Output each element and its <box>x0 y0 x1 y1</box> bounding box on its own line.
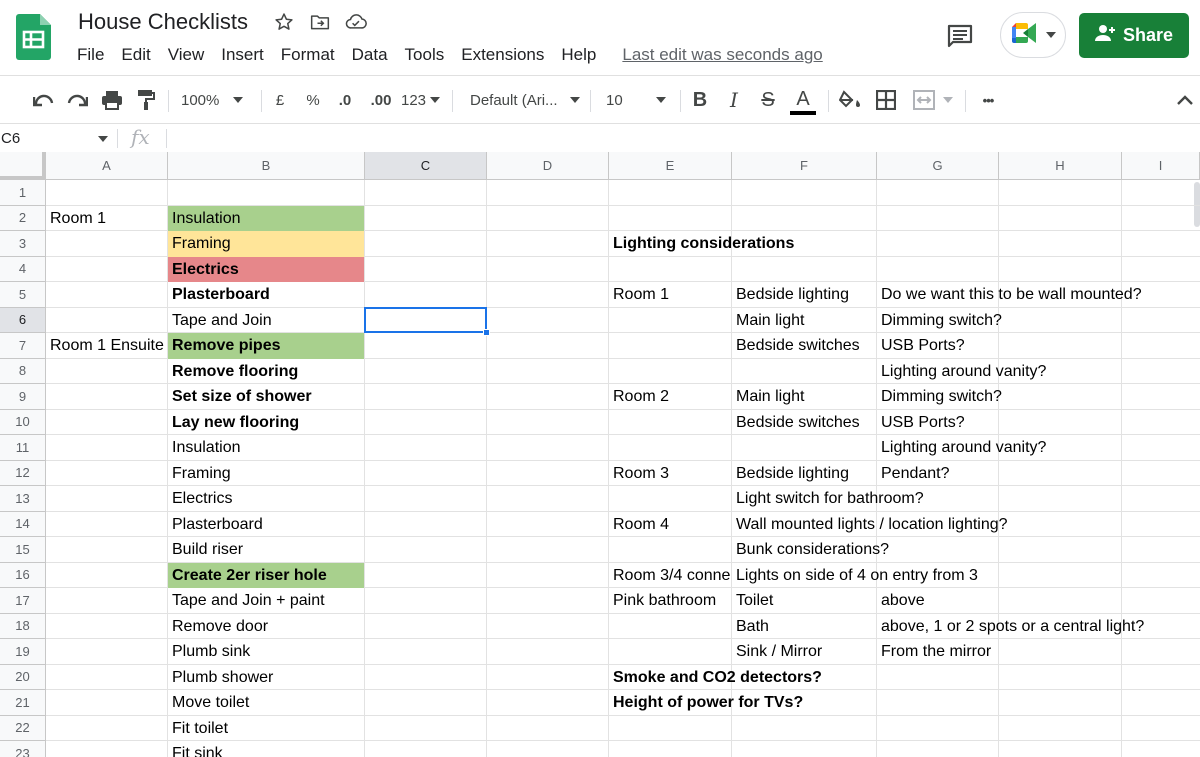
row-header-16[interactable]: 16 <box>0 563 46 589</box>
cell-g17[interactable]: above <box>881 592 925 609</box>
last-edit-link[interactable]: Last edit was seconds ago <box>622 45 823 64</box>
cell-g5[interactable]: Do we want this to be wall mounted? <box>881 286 1142 303</box>
cell-e5[interactable]: Room 1 <box>613 286 670 303</box>
format-currency-button[interactable]: £ <box>275 91 285 109</box>
cell-g19[interactable]: From the mirror <box>881 643 992 660</box>
menu-insert[interactable]: Insert <box>221 45 264 64</box>
name-box-dropdown-icon <box>98 136 108 142</box>
more-options-button[interactable]: ••• <box>982 92 994 108</box>
person-add-icon <box>1095 24 1115 47</box>
cell-f14[interactable]: Wall mounted lights / location lighting? <box>736 515 1008 533</box>
cell-f19[interactable]: Sink / Mirror <box>736 643 823 660</box>
row-header-9[interactable]: 9 <box>0 384 46 410</box>
cell-a2[interactable]: Room 1 <box>50 209 107 227</box>
meet-dropdown-icon <box>1046 32 1056 38</box>
zoom-select[interactable] <box>181 76 251 124</box>
collapse-toolbar-icon[interactable] <box>1172 76 1198 124</box>
cell-g11[interactable]: Lighting around vanity? <box>881 439 1047 456</box>
row-header-8[interactable]: 8 <box>0 359 46 385</box>
menu-bar <box>77 45 823 65</box>
app-header <box>0 0 1200 74</box>
zoom-value: 100% <box>181 91 220 109</box>
row-header-18[interactable]: 18 <box>0 614 46 640</box>
text-color-label: A <box>796 88 810 110</box>
cell-e3[interactable]: Lighting considerations <box>613 235 795 252</box>
column-header-f[interactable]: F <box>732 152 877 180</box>
strikethrough-button[interactable]: S <box>761 88 775 111</box>
cell-b20[interactable]: Plumb shower <box>172 668 274 686</box>
share-label: Share <box>1122 25 1174 45</box>
column-header-c[interactable]: C <box>365 152 487 180</box>
row-header-14[interactable]: 14 <box>0 512 46 538</box>
cell-g12[interactable]: Pendant? <box>881 464 950 482</box>
row-header-7[interactable]: 7 <box>0 333 46 359</box>
cell-b18[interactable]: Remove door <box>172 617 269 635</box>
cell-b5[interactable]: Plasterboard <box>172 286 270 303</box>
row-header-10[interactable]: 10 <box>0 410 46 436</box>
undo-icon[interactable] <box>30 76 58 124</box>
row-header-22[interactable]: 22 <box>0 716 46 742</box>
print-icon[interactable] <box>98 76 126 124</box>
cell-g9[interactable]: Dimming switch? <box>881 388 1002 405</box>
cell-b23[interactable]: Fit sink <box>172 745 223 757</box>
column-header-g[interactable]: G <box>877 152 999 180</box>
share-button[interactable] <box>1079 13 1189 58</box>
column-header-a[interactable]: A <box>46 152 168 180</box>
cell-e16[interactable]: Room 3/4 conne <box>613 566 731 584</box>
cell-b14[interactable]: Plasterboard <box>172 515 263 533</box>
cell-b15[interactable]: Build riser <box>172 541 244 558</box>
cell-f7[interactable]: Bedside switches <box>736 337 860 354</box>
cell-e12[interactable]: Room 3 <box>613 464 670 482</box>
menu-help[interactable]: Help <box>561 45 597 64</box>
cell-e9[interactable]: Room 2 <box>613 388 670 405</box>
number-format-label: 123 <box>401 91 427 109</box>
column-header-b[interactable]: B <box>168 152 365 180</box>
document-title[interactable]: House Checklists <box>78 9 248 34</box>
sheets-logo-icon[interactable] <box>16 14 51 60</box>
column-header-h[interactable]: H <box>999 152 1122 180</box>
font-size-value: 10 <box>606 91 623 109</box>
cell-f10[interactable]: Bedside switches <box>736 413 860 431</box>
font-family-value: Default (Ari... <box>470 91 558 109</box>
select-all-corner[interactable] <box>0 152 46 180</box>
cell-reference: C6 <box>1 129 21 147</box>
row-header-3[interactable]: 3 <box>0 231 46 257</box>
redo-icon[interactable] <box>63 76 91 124</box>
cell-f18[interactable]: Bath <box>736 617 769 635</box>
cell-g10[interactable]: USB Ports? <box>881 413 965 431</box>
column-header-i[interactable]: I <box>1122 152 1200 180</box>
cell-f17[interactable]: Toilet <box>736 592 774 609</box>
row-header-17[interactable]: 17 <box>0 588 46 614</box>
spreadsheet-grid[interactable] <box>0 152 1200 757</box>
row-header-15[interactable]: 15 <box>0 537 46 563</box>
paint-format-icon[interactable] <box>133 76 159 124</box>
cell-b13[interactable]: Electrics <box>172 490 233 507</box>
fx-icon: fx <box>131 125 150 149</box>
fill-color-icon[interactable] <box>837 76 863 124</box>
row-header-20[interactable]: 20 <box>0 665 46 691</box>
row-header-13[interactable]: 13 <box>0 486 46 512</box>
font-family-select[interactable] <box>470 76 580 124</box>
cell-e14[interactable]: Room 4 <box>613 515 670 533</box>
text-color-button[interactable] <box>788 76 818 124</box>
number-format-select[interactable] <box>401 76 441 124</box>
cell-b6[interactable]: Tape and Join <box>172 311 272 329</box>
toolbar <box>0 75 1200 123</box>
fill-handle[interactable] <box>483 329 490 336</box>
cell-b22[interactable]: Fit toilet <box>172 719 229 737</box>
row-header-21[interactable]: 21 <box>0 690 46 716</box>
cell-f12[interactable]: Bedside lighting <box>736 464 849 482</box>
menu-edit[interactable]: Edit <box>121 45 151 64</box>
name-box[interactable] <box>0 124 112 152</box>
decrease-decimal-button[interactable]: .0 <box>338 91 352 109</box>
cell-b21[interactable]: Move toilet <box>172 694 250 711</box>
text-color-swatch <box>790 111 816 115</box>
move-folder-icon[interactable] <box>309 11 331 33</box>
formula-input[interactable] <box>172 124 1192 152</box>
merge-cells-icon[interactable] <box>908 76 958 124</box>
format-percent-button[interactable]: % <box>306 91 320 109</box>
cell-b10[interactable]: Lay new flooring <box>172 413 300 431</box>
row-header-12[interactable]: 12 <box>0 461 46 487</box>
menu-data[interactable]: Data <box>351 45 388 64</box>
cell-f15[interactable]: Bunk considerations? <box>736 541 889 558</box>
row-header-1[interactable]: 1 <box>0 180 46 206</box>
row-header-23[interactable]: 23 <box>0 741 46 757</box>
cell-b12[interactable]: Framing <box>172 464 231 482</box>
menu-extensions[interactable]: Extensions <box>461 45 545 64</box>
cell-e17[interactable]: Pink bathroom <box>613 592 717 609</box>
cell-b2[interactable]: Insulation <box>172 209 241 227</box>
cell-e20[interactable]: Smoke and CO2 detectors? <box>613 668 822 686</box>
cell-f9[interactable]: Main light <box>736 388 805 405</box>
row-header-11[interactable]: 11 <box>0 435 46 461</box>
borders-icon[interactable] <box>873 76 899 124</box>
cell-g18[interactable]: above, 1 or 2 spots or a central light? <box>881 617 1145 635</box>
cell-e21[interactable]: Height of power for TVs? <box>613 694 804 711</box>
cell-b19[interactable]: Plumb sink <box>172 643 251 660</box>
meet-icon <box>1010 21 1040 50</box>
row-header-6[interactable]: 6 <box>0 308 46 334</box>
cloud-saved-icon[interactable] <box>345 11 367 33</box>
star-icon[interactable] <box>273 11 295 33</box>
cell-f5[interactable]: Bedside lighting <box>736 286 849 303</box>
menu-file[interactable]: File <box>77 45 105 64</box>
meet-button[interactable] <box>1000 12 1066 58</box>
cell-f13[interactable]: Light switch for bathroom? <box>736 490 924 507</box>
row-header-19[interactable]: 19 <box>0 639 46 665</box>
cell-f6[interactable]: Main light <box>736 311 805 329</box>
cell-b9[interactable]: Set size of shower <box>172 388 312 405</box>
cell-b8[interactable]: Remove flooring <box>172 362 299 380</box>
cell-g6[interactable]: Dimming switch? <box>881 311 1002 329</box>
cell-b7[interactable]: Remove pipes <box>172 337 281 354</box>
cell-b4[interactable]: Electrics <box>172 260 239 278</box>
row-header-4[interactable]: 4 <box>0 257 46 283</box>
increase-decimal-button[interactable]: .00 <box>370 91 392 109</box>
font-size-select[interactable] <box>606 76 668 124</box>
column-header-e[interactable]: E <box>609 152 732 180</box>
menu-tools[interactable]: Tools <box>404 45 445 64</box>
column-header-d[interactable]: D <box>487 152 609 180</box>
row-header-5[interactable]: 5 <box>0 282 46 308</box>
italic-button[interactable]: I <box>730 88 738 112</box>
bold-button[interactable]: B <box>692 88 708 111</box>
comments-icon[interactable] <box>945 22 975 50</box>
cell-b17[interactable]: Tape and Join + paint <box>172 592 325 609</box>
cell-b16[interactable]: Create 2er riser hole <box>172 566 327 584</box>
cell-b3[interactable]: Framing <box>172 235 231 252</box>
menu-view[interactable]: View <box>167 45 205 64</box>
cell-g8[interactable]: Lighting around vanity? <box>881 362 1047 380</box>
cell-a7[interactable]: Room 1 Ensuite <box>50 337 164 354</box>
formula-bar <box>0 123 1200 152</box>
cell-g7[interactable]: USB Ports? <box>881 337 965 354</box>
cell-b11[interactable]: Insulation <box>172 439 241 456</box>
cell-f16[interactable]: Lights on side of 4 on entry from 3 <box>736 566 978 584</box>
active-cell-selection[interactable] <box>364 307 487 334</box>
menu-format[interactable]: Format <box>280 45 335 64</box>
row-header-2[interactable]: 2 <box>0 206 46 232</box>
